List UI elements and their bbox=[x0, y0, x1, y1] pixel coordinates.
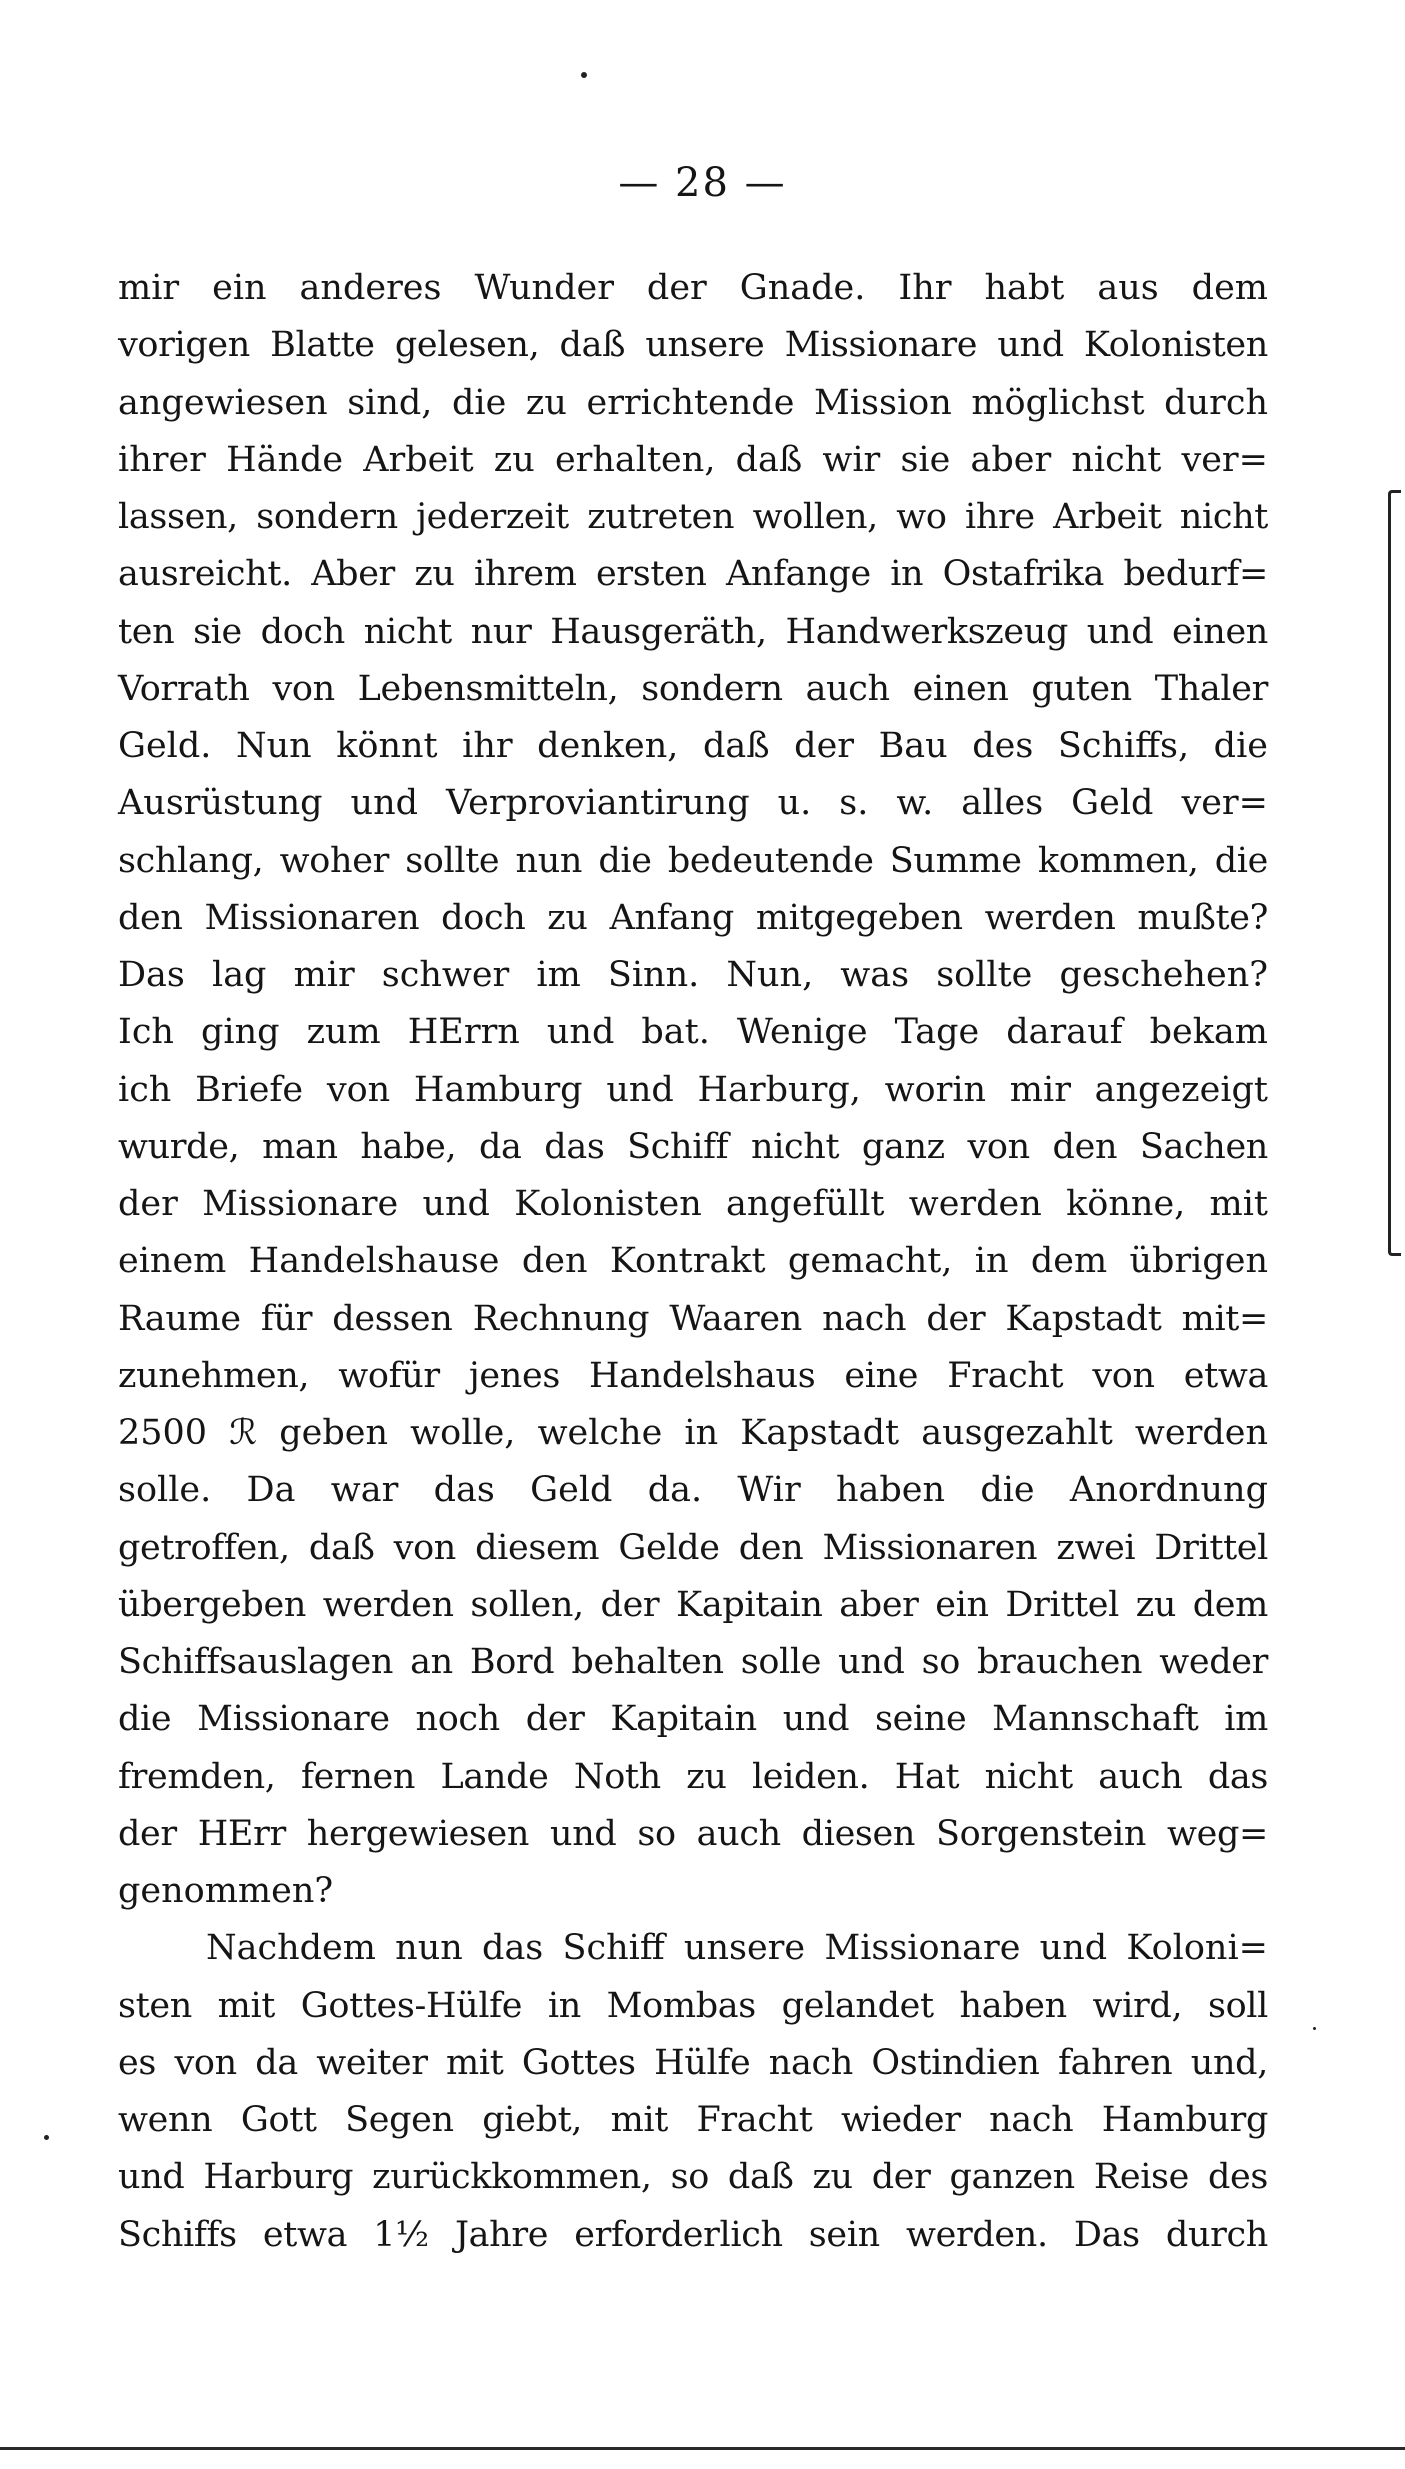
facing-page-edge bbox=[1388, 490, 1401, 1256]
text-line: ten sie doch nicht nur Hausgeräth, Handwerkszeug und einen bbox=[118, 611, 1268, 652]
text-line: solle. Da war das Geld da. Wir haben die Anordnung bbox=[118, 1470, 1268, 1511]
stray-ink-dot bbox=[581, 72, 587, 78]
text-line: Das lag mir schwer im Sinn. Nun, was sollte geschehen? bbox=[118, 955, 1268, 995]
text-line: schlang, woher sollte nun die bedeutende Summe kommen, die bbox=[118, 840, 1268, 881]
text-line: ausreicht. Aber zu ihrem ersten Anfange in Ostafrika bedurf= bbox=[118, 554, 1268, 595]
text-line: fremden, fernen Lande Noth zu leiden. Hat nicht auch das bbox=[118, 1756, 1268, 1797]
text-line: die Missionare noch der Kapitain und seine Mannschaft im bbox=[118, 1699, 1268, 1740]
text-line: Ausrüstung und Verproviantirung u. s. w. alles Geld ver= bbox=[118, 783, 1268, 824]
text-line: genommen? bbox=[118, 1871, 334, 1911]
text-line: ihrer Hände Arbeit zu erhalten, daß wir sie aber nicht ver= bbox=[118, 439, 1268, 480]
text-line: wenn Gott Segen giebt, mit Fracht wieder nach Hamburg bbox=[118, 2100, 1268, 2140]
text-line: lassen, sondern jederzeit zutreten wollen, wo ihre Arbeit nicht bbox=[118, 497, 1268, 537]
text-line: angewiesen sind, die zu errichtende Mission möglichst durch bbox=[118, 382, 1268, 423]
text-line: Schiffs etwa 1½ Jahre erforderlich sein werden. Das durch bbox=[118, 2214, 1268, 2255]
text-line: den Missionaren doch zu Anfang mitgegeben werden mußte? bbox=[118, 897, 1268, 938]
page-number: — 28 — bbox=[618, 160, 787, 206]
body-text bbox=[118, 260, 1268, 2264]
text-line: Schiffsauslagen an Bord behalten solle und so brauchen weder bbox=[118, 1642, 1268, 1682]
text-line: sten mit Gottes-Hülfe in Mombas gelandet haben wird, soll bbox=[118, 1985, 1268, 2026]
text-line: Nachdem nun das Schiff unsere Missionare und Koloni= bbox=[206, 1928, 1268, 1969]
text-line: Geld. Nun könnt ihr denken, daß der Bau des Schiffs, die bbox=[118, 726, 1268, 766]
text-line: getroffen, daß von diesem Gelde den Missionaren zwei Drittel bbox=[118, 1527, 1268, 1568]
text-line: übergeben werden sollen, der Kapitain aber ein Drittel zu dem bbox=[118, 1584, 1268, 1625]
text-line: zunehmen, wofür jenes Handelshaus eine Fracht von etwa bbox=[118, 1355, 1268, 1396]
text-line: Ich ging zum HErrn und bat. Wenige Tage darauf bekam bbox=[118, 1012, 1268, 1053]
page-bottom-edge bbox=[0, 2447, 1405, 2450]
text-line: der HErr hergewiesen und so auch diesen Sorgenstein weg= bbox=[118, 1813, 1268, 1854]
text-line: mir ein anderes Wunder der Gnade. Ihr habt aus dem bbox=[118, 268, 1268, 308]
text-line: Vorrath von Lebensmitteln, sondern auch einen guten Thaler bbox=[118, 668, 1268, 709]
text-line: Raume für dessen Rechnung Waaren nach der Kapstadt mit= bbox=[118, 1298, 1268, 1339]
text-line: ich Briefe von Hamburg und Harburg, worin mir angezeigt bbox=[118, 1069, 1268, 1110]
text-line: und Harburg zurückkommen, so daß zu der ganzen Reise des bbox=[118, 2157, 1268, 2198]
text-line: wurde, man habe, da das Schiff nicht ganz von den Sachen bbox=[118, 1126, 1268, 1167]
text-line: einem Handelshause den Kontrakt gemacht, in dem übrigen bbox=[118, 1241, 1268, 1282]
stray-ink-dot bbox=[1313, 2027, 1316, 2030]
text-line: vorigen Blatte gelesen, daß unsere Missionare und Kolonisten bbox=[118, 325, 1268, 366]
text-line: der Missionare und Kolonisten angefüllt werden könne, mit bbox=[118, 1184, 1268, 1224]
text-line: es von da weiter mit Gottes Hülfe nach Ostindien fahren und, bbox=[118, 2042, 1268, 2083]
stray-ink-dot bbox=[44, 2135, 49, 2140]
text-line: 2500 ℛ geben wolle, welche in Kapstadt ausgezahlt werden bbox=[118, 1413, 1268, 1453]
